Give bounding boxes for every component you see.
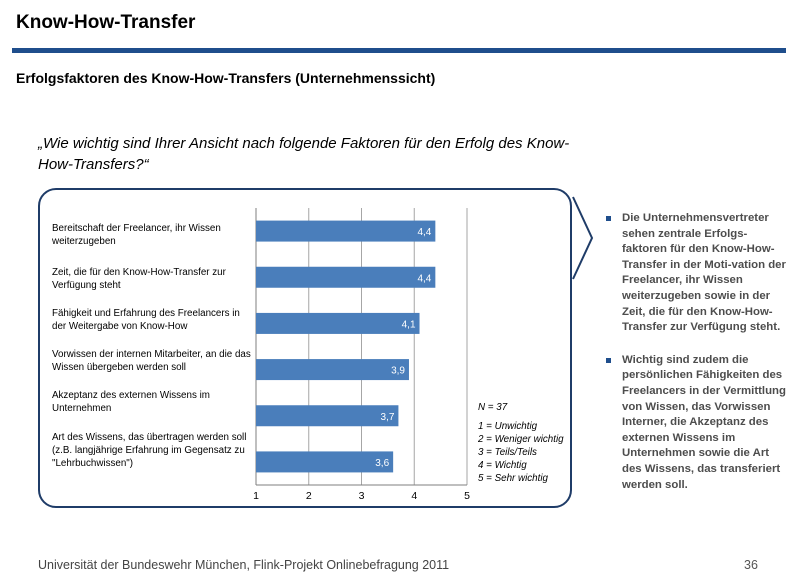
bar-value-label: 4,4 [417, 227, 432, 239]
x-tick-label: 4 [411, 490, 418, 502]
x-tick-label: 5 [464, 490, 470, 502]
footer-text: Universität der Bundeswehr München, Flink-Projekt Onlinebefragung 2011 [38, 558, 450, 572]
scale-legend-item: 2 = Weniger wichtig [478, 434, 564, 445]
sample-size: N = 37 [478, 402, 508, 413]
bar [256, 359, 409, 380]
bullet-square-icon [606, 358, 611, 363]
bar [256, 313, 420, 334]
category-label: Zeit, die für den Know-How-Transfer zur Verfügung steht [52, 267, 226, 291]
finding-text: Wichtig sind zudem die persönlichen Fähigkeiten des Freelancers in der Vermittlung von Wissen, das Vorwissen Interner, die Akzeptanz des externen Wissens im Unternehmen sowie die Art des Wissens, das transferiert werden soll. [622, 353, 786, 491]
category-label: Art des Wissens, das übertragen werden soll (z.B. langjährige Erfahrung im Gegensatz zu "Lehrbuchwissen") [52, 432, 247, 469]
bar [256, 267, 435, 288]
scale-legend-item: 4 = Wichtig [478, 460, 527, 471]
bar-value-label: 3,9 [391, 365, 405, 377]
slide-subtitle: Erfolgsfaktoren des Know-How-Transfers (Unternehmenssicht) [16, 70, 436, 86]
x-tick-label: 3 [358, 490, 365, 502]
scale-legend-item: 5 = Sehr wichtig [478, 473, 548, 484]
findings-list [606, 211, 786, 493]
bullet-square-icon [606, 216, 611, 221]
scale-legend-item: 3 = Teils/Teils [478, 447, 537, 458]
survey-question: „Wie wichtig sind Ihrer Ansicht nach folgende Faktoren für den Erfolg des Know-How-Transfers?“ [38, 135, 570, 173]
scale-legend-item: 1 = Unwichtig [478, 421, 538, 432]
bar [256, 221, 435, 242]
category-label: Akzeptanz des externen Wissens im Unternehmen [52, 390, 210, 414]
category-label: Vorwissen der internen Mitarbeiter, an die das Wissen übergeben werden soll [52, 349, 251, 373]
finding-item [606, 211, 786, 336]
finding-text: Die Unternehmensvertreter sehen zentrale Erfolgs-faktoren für den Know-How-Transfer in der Moti-vation der Freelancer, ihr Wissen weiterzugeben sowie in der Zeit, die für den Know-How-Transfer zur Verfügung steht. [622, 212, 786, 334]
category-label: Fähigkeit und Erfahrung des Freelancers in der Weitergabe von Know-How [52, 308, 240, 332]
bar-value-label: 3,7 [380, 411, 395, 423]
bar-value-label: 4,1 [401, 319, 416, 331]
bar-value-label: 3,6 [375, 457, 390, 469]
x-tick-label: 1 [253, 490, 259, 502]
finding-item [606, 353, 786, 493]
bar [256, 405, 398, 426]
category-label: Bereitschaft der Freelancer, ihr Wissen weiterzugeben [52, 223, 221, 247]
page-number: 36 [744, 558, 758, 572]
slide-title: Know-How-Transfer [16, 12, 196, 33]
x-tick-label: 2 [305, 490, 312, 502]
bar [256, 451, 393, 472]
bar-value-label: 4,4 [417, 273, 432, 285]
